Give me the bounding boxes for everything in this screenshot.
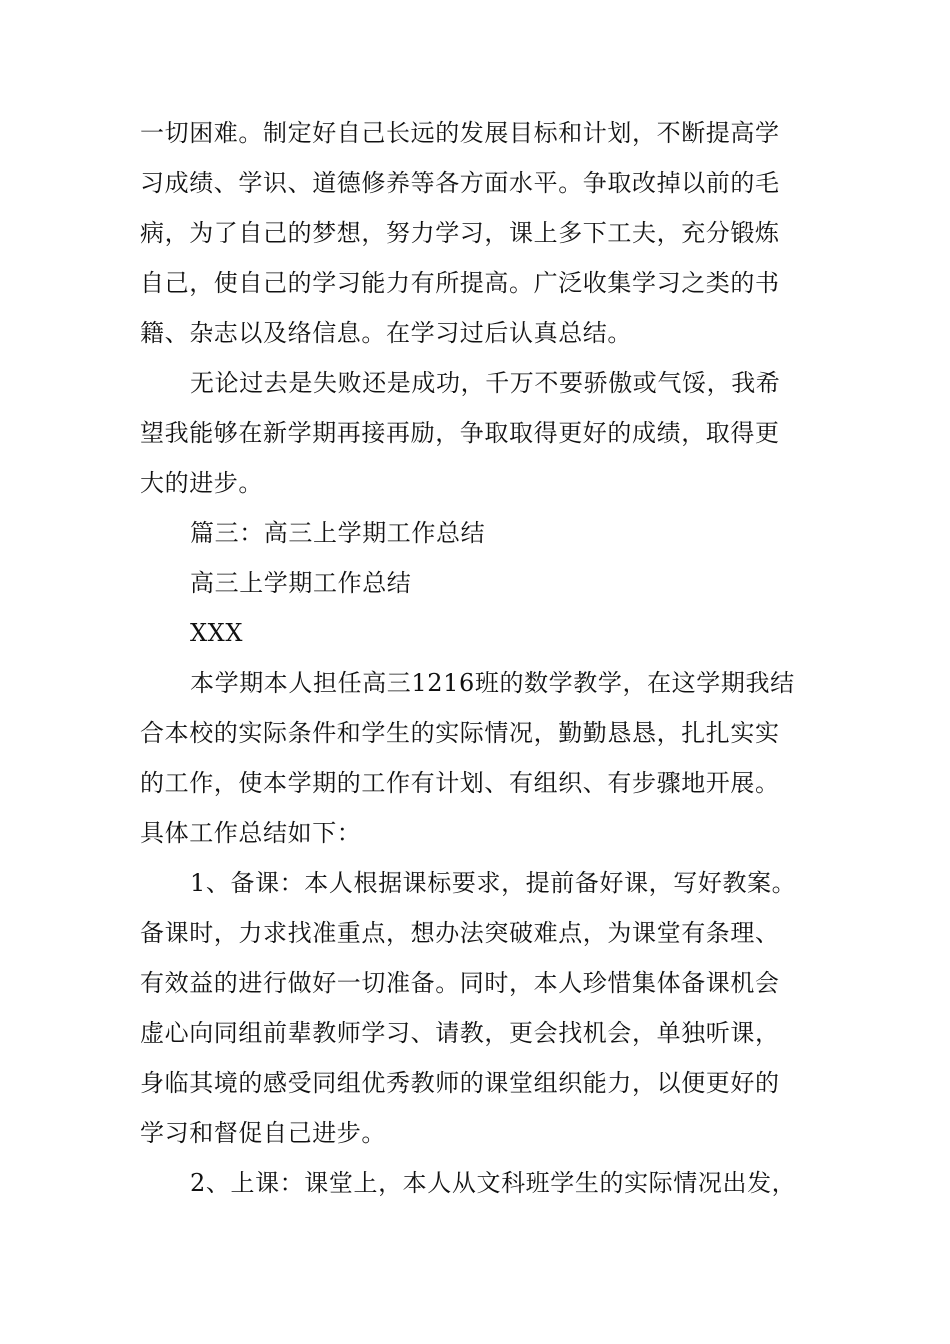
text-line: 习成绩、学识、道德修养等各方面水平。争取改掉以前的毛 <box>140 169 780 197</box>
text-line: 身临其境的感受同组优秀教师的课堂组织能力，以便更好的 <box>140 1069 780 1097</box>
text-line: 合本校的实际条件和学生的实际情况，勤勤恳恳，扎扎实实 <box>140 719 780 747</box>
section-heading: 篇三：高三上学期工作总结 <box>190 519 486 547</box>
text-line: 籍、杂志以及络信息。在学习过后认真总结。 <box>140 319 632 347</box>
paragraph-start: 本学期本人担任高三1216班的数学教学，在这学期我结 <box>190 669 795 697</box>
text-line: 有效益的进行做好一切准备。同时，本人珍惜集体备课机会 <box>140 969 780 997</box>
paragraph-start: 1、备课：本人根据课标要求，提前备好课，写好教案。 <box>190 869 797 897</box>
paragraph-start: 2、上课：课堂上，本人从文科班学生的实际情况出发， <box>190 1169 797 1197</box>
text-line: 大的进步。 <box>140 469 263 497</box>
text-line: 病，为了自己的梦想，努力学习，课上多下工夫，充分锻炼 <box>140 219 780 247</box>
text-line: 望我能够在新学期再接再励，争取取得更好的成绩，取得更 <box>140 419 780 447</box>
text-line: 虚心向同组前辈教师学习、请教，更会找机会，单独听课， <box>140 1019 780 1047</box>
text-line: 自己，使自己的学习能力有所提高。广泛收集学习之类的书 <box>140 269 780 297</box>
text-line: 学习和督促自己进步。 <box>140 1119 386 1147</box>
document-title: 高三上学期工作总结 <box>190 569 412 597</box>
author-name: XXX <box>190 619 244 647</box>
text-line: 的工作，使本学期的工作有计划、有组织、有步骤地开展。 <box>140 769 780 797</box>
text-line: 具体工作总结如下： <box>140 819 362 847</box>
paragraph-start: 无论过去是失败还是成功，千万不要骄傲或气馁，我希 <box>190 369 781 397</box>
text-line: 一切困难。制定好自己长远的发展目标和计划，不断提高学 <box>140 119 780 147</box>
text-line: 备课时，力求找准重点，想办法突破难点，为课堂有条理、 <box>140 919 780 947</box>
